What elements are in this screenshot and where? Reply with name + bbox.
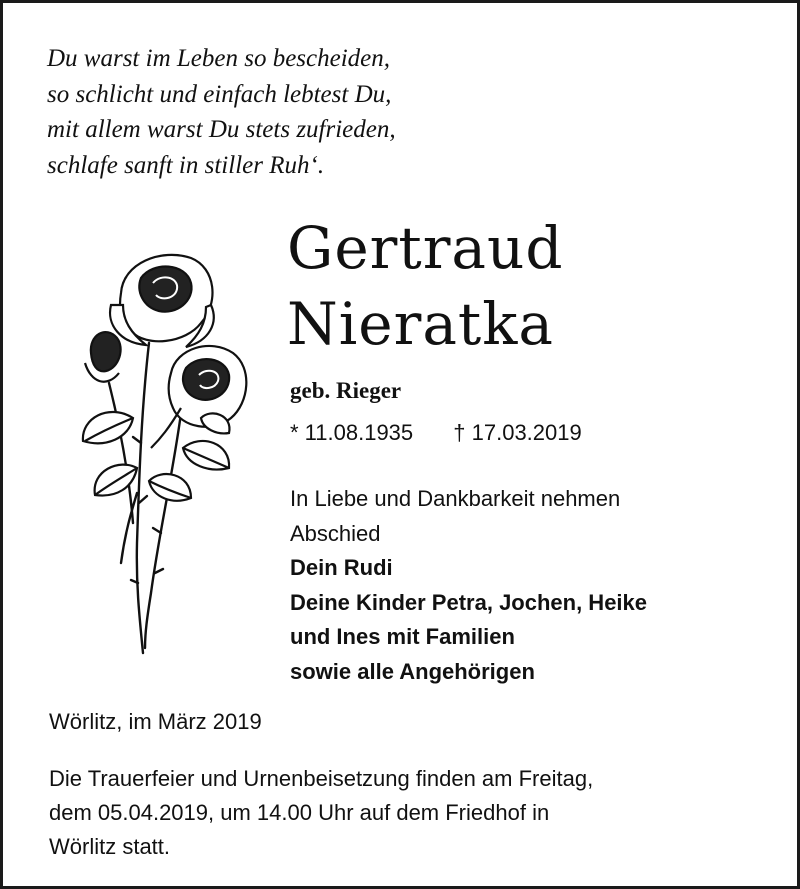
mourners-block bbox=[290, 482, 760, 689]
memorial-poem bbox=[47, 41, 396, 183]
deceased-first-name: Gertraud bbox=[287, 214, 564, 282]
place-and-date: Wörlitz, im März 2019 bbox=[49, 709, 262, 734]
birth-name: geb. Rieger bbox=[290, 378, 402, 403]
mourners-intro-line-1: In Liebe und Dankbarkeit nehmen bbox=[290, 486, 621, 511]
funeral-details-line-2: dem 05.04.2019, um 14.00 Uhr auf dem Friedhof in bbox=[49, 800, 550, 825]
poem-line-3: mit allem warst Du stets zufrieden, bbox=[47, 116, 396, 143]
birth-date: * 11.08.1935 bbox=[290, 420, 414, 445]
mourners-intro-line-2: Abschied bbox=[290, 520, 381, 546]
deceased-last-name: Nieratka bbox=[287, 290, 554, 358]
death-date: † 17.03.2019 bbox=[453, 420, 582, 445]
mourner-name: sowie alle Angehörigen bbox=[290, 658, 535, 684]
funeral-details-line-1: Die Trauerfeier und Urnenbeisetzung finden am Freitag, bbox=[49, 766, 594, 791]
mourner-name: Deine Kinder Petra, Jochen, Heike bbox=[290, 589, 648, 615]
mourner-name: und Ines mit Familien bbox=[290, 624, 515, 649]
funeral-details bbox=[49, 762, 779, 864]
funeral-details-line-3: Wörlitz statt. bbox=[49, 834, 171, 859]
mourner-name: Dein Rudi bbox=[290, 555, 393, 580]
deceased-name bbox=[287, 210, 563, 362]
life-dates bbox=[290, 420, 582, 446]
poem-line-2: so schlicht und einfach lebtest Du, bbox=[47, 80, 392, 108]
rose-drawing-icon bbox=[61, 243, 261, 663]
poem-line-1: Du warst im Leben so bescheiden, bbox=[47, 45, 391, 72]
poem-line-4: schlafe sanft in stiller Ruh‘. bbox=[47, 151, 325, 179]
